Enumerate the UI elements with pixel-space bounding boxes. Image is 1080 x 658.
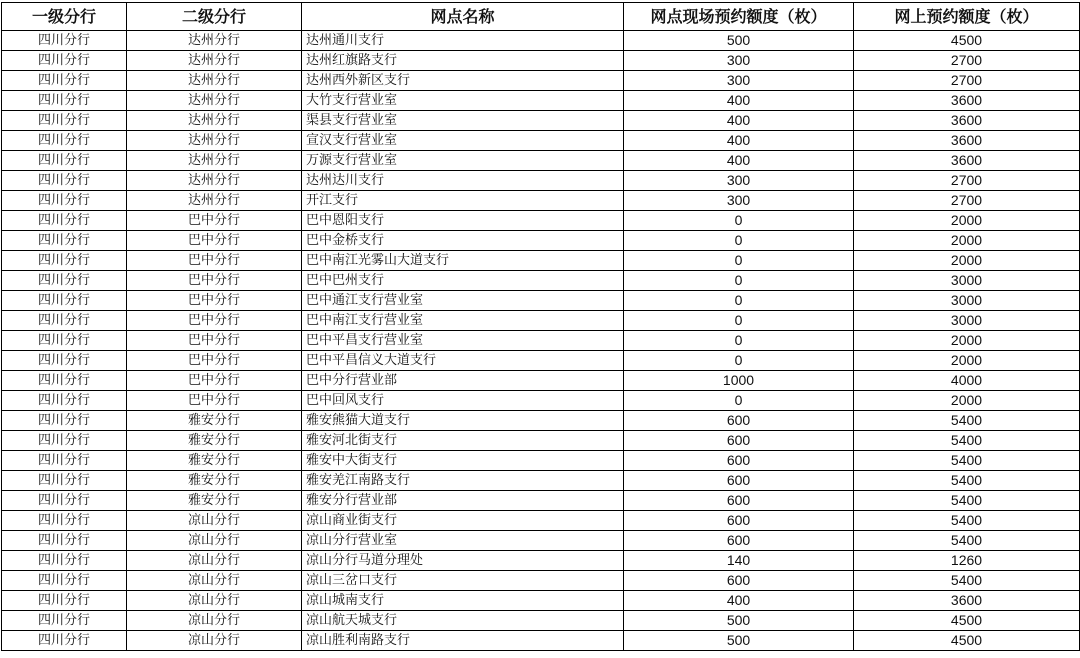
table-row bbox=[2, 171, 1080, 191]
level1-branch-cell: 四川分行 bbox=[2, 491, 127, 511]
level1-branch-cell: 四川分行 bbox=[2, 531, 127, 551]
level2-branch-cell: 巴中分行 bbox=[127, 391, 302, 411]
online-quota-cell: 3600 bbox=[854, 91, 1080, 111]
outlet-name-cell: 巴中平昌支行营业室 bbox=[302, 331, 624, 351]
level1-branch-cell: 四川分行 bbox=[2, 291, 127, 311]
online-quota-cell: 2700 bbox=[854, 51, 1080, 71]
level1-branch-cell: 四川分行 bbox=[2, 151, 127, 171]
outlet-name-cell: 巴中分行营业部 bbox=[302, 371, 624, 391]
level1-branch-cell: 四川分行 bbox=[2, 551, 127, 571]
level1-branch-cell: 四川分行 bbox=[2, 371, 127, 391]
header-onsite-quota: 网点现场预约额度（枚） bbox=[624, 3, 854, 31]
onsite-quota-cell: 140 bbox=[624, 551, 854, 571]
level2-branch-cell: 巴中分行 bbox=[127, 331, 302, 351]
level2-branch-cell: 凉山分行 bbox=[127, 591, 302, 611]
level1-branch-cell: 四川分行 bbox=[2, 191, 127, 211]
level2-branch-cell: 巴中分行 bbox=[127, 271, 302, 291]
outlet-name-cell: 凉山胜利南路支行 bbox=[302, 631, 624, 651]
level2-branch-cell: 凉山分行 bbox=[127, 531, 302, 551]
onsite-quota-cell: 300 bbox=[624, 71, 854, 91]
online-quota-cell: 4500 bbox=[854, 631, 1080, 651]
onsite-quota-cell: 0 bbox=[624, 231, 854, 251]
online-quota-cell: 2000 bbox=[854, 251, 1080, 271]
onsite-quota-cell: 500 bbox=[624, 611, 854, 631]
outlet-name-cell: 开江支行 bbox=[302, 191, 624, 211]
outlet-name-cell: 雅安羌江南路支行 bbox=[302, 471, 624, 491]
table-row bbox=[2, 131, 1080, 151]
online-quota-cell: 2700 bbox=[854, 191, 1080, 211]
table-row bbox=[2, 331, 1080, 351]
header-online-quota: 网上预约额度（枚） bbox=[854, 3, 1080, 31]
outlet-name-cell: 渠县支行营业室 bbox=[302, 111, 624, 131]
online-quota-cell: 2700 bbox=[854, 171, 1080, 191]
outlet-name-cell: 雅安中大街支行 bbox=[302, 451, 624, 471]
onsite-quota-cell: 0 bbox=[624, 311, 854, 331]
level1-branch-cell: 四川分行 bbox=[2, 391, 127, 411]
level1-branch-cell: 四川分行 bbox=[2, 411, 127, 431]
level1-branch-cell: 四川分行 bbox=[2, 591, 127, 611]
table-row bbox=[2, 591, 1080, 611]
onsite-quota-cell: 500 bbox=[624, 631, 854, 651]
outlet-name-cell: 达州达川支行 bbox=[302, 171, 624, 191]
outlet-name-cell: 凉山商业街支行 bbox=[302, 511, 624, 531]
online-quota-cell: 5400 bbox=[854, 491, 1080, 511]
level1-branch-cell: 四川分行 bbox=[2, 211, 127, 231]
online-quota-cell: 5400 bbox=[854, 431, 1080, 451]
level2-branch-cell: 巴中分行 bbox=[127, 211, 302, 231]
table-row bbox=[2, 451, 1080, 471]
online-quota-cell: 2700 bbox=[854, 71, 1080, 91]
table-row bbox=[2, 471, 1080, 491]
onsite-quota-cell: 0 bbox=[624, 291, 854, 311]
onsite-quota-cell: 600 bbox=[624, 571, 854, 591]
online-quota-cell: 3000 bbox=[854, 291, 1080, 311]
onsite-quota-cell: 600 bbox=[624, 451, 854, 471]
outlet-name-cell: 凉山分行营业室 bbox=[302, 531, 624, 551]
outlet-name-cell: 雅安分行营业部 bbox=[302, 491, 624, 511]
outlet-name-cell: 雅安熊猫大道支行 bbox=[302, 411, 624, 431]
outlet-name-cell: 凉山城南支行 bbox=[302, 591, 624, 611]
outlet-name-cell: 达州通川支行 bbox=[302, 31, 624, 51]
level1-branch-cell: 四川分行 bbox=[2, 131, 127, 151]
outlet-name-cell: 巴中恩阳支行 bbox=[302, 211, 624, 231]
online-quota-cell: 3600 bbox=[854, 591, 1080, 611]
level1-branch-cell: 四川分行 bbox=[2, 351, 127, 371]
table-row bbox=[2, 411, 1080, 431]
online-quota-cell: 5400 bbox=[854, 471, 1080, 491]
level1-branch-cell: 四川分行 bbox=[2, 311, 127, 331]
level2-branch-cell: 雅安分行 bbox=[127, 491, 302, 511]
level1-branch-cell: 四川分行 bbox=[2, 231, 127, 251]
table-row bbox=[2, 71, 1080, 91]
onsite-quota-cell: 300 bbox=[624, 191, 854, 211]
outlet-name-cell: 凉山分行马道分理处 bbox=[302, 551, 624, 571]
level1-branch-cell: 四川分行 bbox=[2, 331, 127, 351]
table-header bbox=[2, 3, 1080, 31]
level2-branch-cell: 达州分行 bbox=[127, 51, 302, 71]
table-row bbox=[2, 511, 1080, 531]
onsite-quota-cell: 0 bbox=[624, 391, 854, 411]
table-row bbox=[2, 191, 1080, 211]
level1-branch-cell: 四川分行 bbox=[2, 31, 127, 51]
online-quota-cell: 5400 bbox=[854, 531, 1080, 551]
online-quota-cell: 5400 bbox=[854, 411, 1080, 431]
online-quota-cell: 4000 bbox=[854, 371, 1080, 391]
level2-branch-cell: 巴中分行 bbox=[127, 351, 302, 371]
level2-branch-cell: 雅安分行 bbox=[127, 411, 302, 431]
online-quota-cell: 2000 bbox=[854, 391, 1080, 411]
table-row bbox=[2, 531, 1080, 551]
level2-branch-cell: 达州分行 bbox=[127, 171, 302, 191]
outlet-name-cell: 宣汉支行营业室 bbox=[302, 131, 624, 151]
level2-branch-cell: 巴中分行 bbox=[127, 291, 302, 311]
table-row bbox=[2, 571, 1080, 591]
table-row bbox=[2, 151, 1080, 171]
onsite-quota-cell: 400 bbox=[624, 151, 854, 171]
table-row bbox=[2, 271, 1080, 291]
level2-branch-cell: 达州分行 bbox=[127, 91, 302, 111]
table-row bbox=[2, 211, 1080, 231]
table-row bbox=[2, 391, 1080, 411]
onsite-quota-cell: 0 bbox=[624, 271, 854, 291]
table-body bbox=[2, 31, 1080, 651]
outlet-name-cell: 万源支行营业室 bbox=[302, 151, 624, 171]
outlet-name-cell: 达州红旗路支行 bbox=[302, 51, 624, 71]
level2-branch-cell: 凉山分行 bbox=[127, 551, 302, 571]
level2-branch-cell: 巴中分行 bbox=[127, 251, 302, 271]
level2-branch-cell: 达州分行 bbox=[127, 131, 302, 151]
level1-branch-cell: 四川分行 bbox=[2, 111, 127, 131]
online-quota-cell: 5400 bbox=[854, 571, 1080, 591]
online-quota-cell: 2000 bbox=[854, 331, 1080, 351]
online-quota-cell: 5400 bbox=[854, 451, 1080, 471]
table-row bbox=[2, 491, 1080, 511]
level2-branch-cell: 巴中分行 bbox=[127, 311, 302, 331]
outlet-name-cell: 巴中通江支行营业室 bbox=[302, 291, 624, 311]
table-row bbox=[2, 631, 1080, 651]
table-row bbox=[2, 371, 1080, 391]
online-quota-cell: 2000 bbox=[854, 211, 1080, 231]
table-row bbox=[2, 91, 1080, 111]
level1-branch-cell: 四川分行 bbox=[2, 91, 127, 111]
table-row bbox=[2, 51, 1080, 71]
reservation-quota-table bbox=[1, 2, 1080, 651]
header-level1-branch: 一级分行 bbox=[2, 3, 127, 31]
level2-branch-cell: 巴中分行 bbox=[127, 231, 302, 251]
level1-branch-cell: 四川分行 bbox=[2, 511, 127, 531]
table-row bbox=[2, 551, 1080, 571]
outlet-name-cell: 大竹支行营业室 bbox=[302, 91, 624, 111]
outlet-name-cell: 达州西外新区支行 bbox=[302, 71, 624, 91]
level1-branch-cell: 四川分行 bbox=[2, 251, 127, 271]
onsite-quota-cell: 600 bbox=[624, 471, 854, 491]
level2-branch-cell: 雅安分行 bbox=[127, 471, 302, 491]
level2-branch-cell: 达州分行 bbox=[127, 31, 302, 51]
level1-branch-cell: 四川分行 bbox=[2, 171, 127, 191]
table-row bbox=[2, 251, 1080, 271]
level1-branch-cell: 四川分行 bbox=[2, 471, 127, 491]
level2-branch-cell: 凉山分行 bbox=[127, 631, 302, 651]
onsite-quota-cell: 0 bbox=[624, 251, 854, 271]
table-row bbox=[2, 431, 1080, 451]
level2-branch-cell: 雅安分行 bbox=[127, 451, 302, 471]
online-quota-cell: 4500 bbox=[854, 611, 1080, 631]
outlet-name-cell: 巴中金桥支行 bbox=[302, 231, 624, 251]
level1-branch-cell: 四川分行 bbox=[2, 431, 127, 451]
outlet-name-cell: 巴中平昌信义大道支行 bbox=[302, 351, 624, 371]
onsite-quota-cell: 600 bbox=[624, 411, 854, 431]
outlet-name-cell: 巴中回风支行 bbox=[302, 391, 624, 411]
onsite-quota-cell: 600 bbox=[624, 511, 854, 531]
onsite-quota-cell: 0 bbox=[624, 351, 854, 371]
level2-branch-cell: 雅安分行 bbox=[127, 431, 302, 451]
onsite-quota-cell: 600 bbox=[624, 491, 854, 511]
onsite-quota-cell: 600 bbox=[624, 431, 854, 451]
outlet-name-cell: 凉山航天城支行 bbox=[302, 611, 624, 631]
onsite-quota-cell: 0 bbox=[624, 331, 854, 351]
level2-branch-cell: 凉山分行 bbox=[127, 571, 302, 591]
table-row bbox=[2, 111, 1080, 131]
level1-branch-cell: 四川分行 bbox=[2, 631, 127, 651]
level2-branch-cell: 凉山分行 bbox=[127, 511, 302, 531]
online-quota-cell: 3000 bbox=[854, 311, 1080, 331]
outlet-name-cell: 雅安河北街支行 bbox=[302, 431, 624, 451]
online-quota-cell: 3000 bbox=[854, 271, 1080, 291]
level1-branch-cell: 四川分行 bbox=[2, 271, 127, 291]
table-row bbox=[2, 31, 1080, 51]
level1-branch-cell: 四川分行 bbox=[2, 71, 127, 91]
online-quota-cell: 4500 bbox=[854, 31, 1080, 51]
online-quota-cell: 3600 bbox=[854, 151, 1080, 171]
online-quota-cell: 3600 bbox=[854, 111, 1080, 131]
outlet-name-cell: 巴中南江光雾山大道支行 bbox=[302, 251, 624, 271]
onsite-quota-cell: 600 bbox=[624, 531, 854, 551]
online-quota-cell: 2000 bbox=[854, 351, 1080, 371]
level2-branch-cell: 达州分行 bbox=[127, 191, 302, 211]
outlet-name-cell: 凉山三岔口支行 bbox=[302, 571, 624, 591]
table-row bbox=[2, 231, 1080, 251]
onsite-quota-cell: 500 bbox=[624, 31, 854, 51]
outlet-name-cell: 巴中南江支行营业室 bbox=[302, 311, 624, 331]
level2-branch-cell: 凉山分行 bbox=[127, 611, 302, 631]
level2-branch-cell: 达州分行 bbox=[127, 151, 302, 171]
level1-branch-cell: 四川分行 bbox=[2, 51, 127, 71]
level1-branch-cell: 四川分行 bbox=[2, 611, 127, 631]
level1-branch-cell: 四川分行 bbox=[2, 451, 127, 471]
level1-branch-cell: 四川分行 bbox=[2, 571, 127, 591]
onsite-quota-cell: 300 bbox=[624, 171, 854, 191]
header-level2-branch: 二级分行 bbox=[127, 3, 302, 31]
header-outlet-name: 网点名称 bbox=[302, 3, 624, 31]
onsite-quota-cell: 300 bbox=[624, 51, 854, 71]
onsite-quota-cell: 1000 bbox=[624, 371, 854, 391]
online-quota-cell: 5400 bbox=[854, 511, 1080, 531]
onsite-quota-cell: 400 bbox=[624, 111, 854, 131]
online-quota-cell: 3600 bbox=[854, 131, 1080, 151]
level2-branch-cell: 达州分行 bbox=[127, 111, 302, 131]
outlet-name-cell: 巴中巴州支行 bbox=[302, 271, 624, 291]
onsite-quota-cell: 400 bbox=[624, 131, 854, 151]
level2-branch-cell: 达州分行 bbox=[127, 71, 302, 91]
level2-branch-cell: 巴中分行 bbox=[127, 371, 302, 391]
onsite-quota-cell: 400 bbox=[624, 91, 854, 111]
table-row bbox=[2, 311, 1080, 331]
table-row bbox=[2, 611, 1080, 631]
online-quota-cell: 1260 bbox=[854, 551, 1080, 571]
header-row bbox=[2, 3, 1080, 31]
table-row bbox=[2, 291, 1080, 311]
online-quota-cell: 2000 bbox=[854, 231, 1080, 251]
table-row bbox=[2, 351, 1080, 371]
onsite-quota-cell: 400 bbox=[624, 591, 854, 611]
onsite-quota-cell: 0 bbox=[624, 211, 854, 231]
